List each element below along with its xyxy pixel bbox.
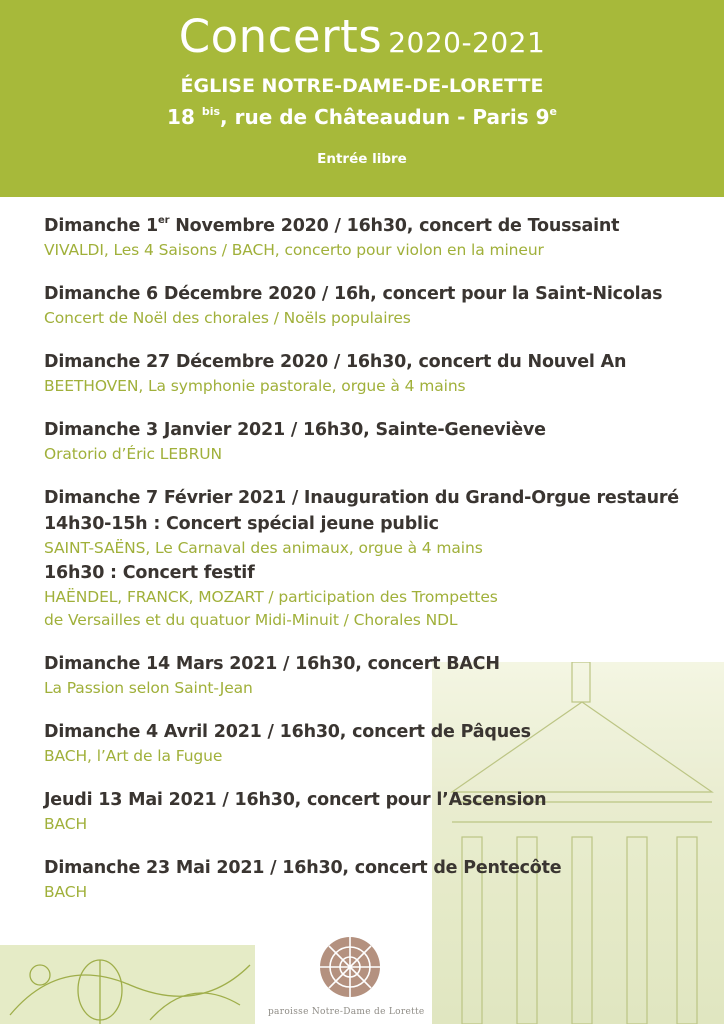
event-title: Dimanche 23 Mai 2021 / 16h30, concert de Pentecôte xyxy=(44,858,562,878)
event-title xyxy=(44,208,724,239)
event-program: BACH xyxy=(44,883,88,901)
event-title: Dimanche 4 Avril 2021 / 16h30, concert de Pâques xyxy=(44,722,531,742)
event-item xyxy=(44,485,724,632)
event-title: Dimanche 3 Janvier 2021 / 16h30, Sainte-Geneviève xyxy=(44,420,546,440)
instruments-engraving-illustration xyxy=(0,945,255,1024)
event-program: BACH xyxy=(44,815,88,833)
event-item xyxy=(44,651,724,700)
event-program: Concert de Noël des chorales / Noëls populaires xyxy=(44,309,411,327)
event-program: HAËNDEL, FRANCK, MOZART / participation des Trompettes xyxy=(44,588,498,606)
event-program: BACH, l’Art de la Fugue xyxy=(44,747,223,765)
event-title: Dimanche 7 Février 2021 / Inauguration du Grand-Orgue restauré xyxy=(44,488,679,508)
title-main: Concerts xyxy=(178,10,383,63)
address-street: , rue de Châteaudun - Paris 9 xyxy=(220,105,550,129)
venue-name: ÉGLISE NOTRE-DAME-DE-LORETTE xyxy=(180,75,544,97)
event-program: BEETHOVEN, La symphonie pastorale, orgue à 4 mains xyxy=(44,377,466,395)
event-title: Jeudi 13 Mai 2021 / 16h30, concert pour l’Ascension xyxy=(44,790,547,810)
event-program: Oratorio d’Éric LEBRUN xyxy=(44,445,222,463)
parish-name: paroisse Notre-Dame de Lorette xyxy=(268,1007,425,1017)
event-item xyxy=(44,719,724,768)
event-program: SAINT-SAËNS, Le Carnaval des animaux, orgue à 4 mains xyxy=(44,539,483,557)
event-title: Dimanche 14 Mars 2021 / 16h30, concert BACH xyxy=(44,654,500,674)
page-title xyxy=(0,10,724,63)
entry-note: Entrée libre xyxy=(317,151,407,167)
address-number: 18 xyxy=(167,105,195,129)
event-title-rest: Novembre 2020 / 16h30, concert de Toussaint xyxy=(169,216,620,236)
event-list xyxy=(44,208,724,923)
event-subtitle: 16h30 : Concert festif xyxy=(44,563,255,583)
event-item xyxy=(44,417,724,466)
address-arrondissement-suffix: e xyxy=(549,105,557,118)
event-title: Dimanche 27 Décembre 2020 / 16h30, concert du Nouvel An xyxy=(44,352,627,372)
event-program: VIVALDI, Les 4 Saisons / BACH, concerto pour violon en la mineur xyxy=(44,241,544,259)
header-banner xyxy=(0,0,724,197)
parish-logo-icon xyxy=(318,935,382,999)
event-title: Dimanche 6 Décembre 2020 / 16h, concert pour la Saint-Nicolas xyxy=(44,284,663,304)
event-program: de Versailles et du quatuor Midi-Minuit / Chorales NDL xyxy=(44,611,458,629)
event-item xyxy=(44,787,724,836)
event-item xyxy=(44,349,724,398)
event-item xyxy=(44,855,724,904)
event-title-ordinal: er xyxy=(158,215,170,226)
event-item xyxy=(44,281,724,330)
venue-address xyxy=(0,105,724,129)
event-subtitle: 14h30-15h : Concert spécial jeune public xyxy=(44,514,439,534)
event-item xyxy=(44,208,724,262)
event-program: La Passion selon Saint-Jean xyxy=(44,679,253,697)
event-title-date: Dimanche 1 xyxy=(44,216,158,236)
address-bis: bis xyxy=(201,105,221,118)
title-years: 2020-2021 xyxy=(388,26,546,59)
